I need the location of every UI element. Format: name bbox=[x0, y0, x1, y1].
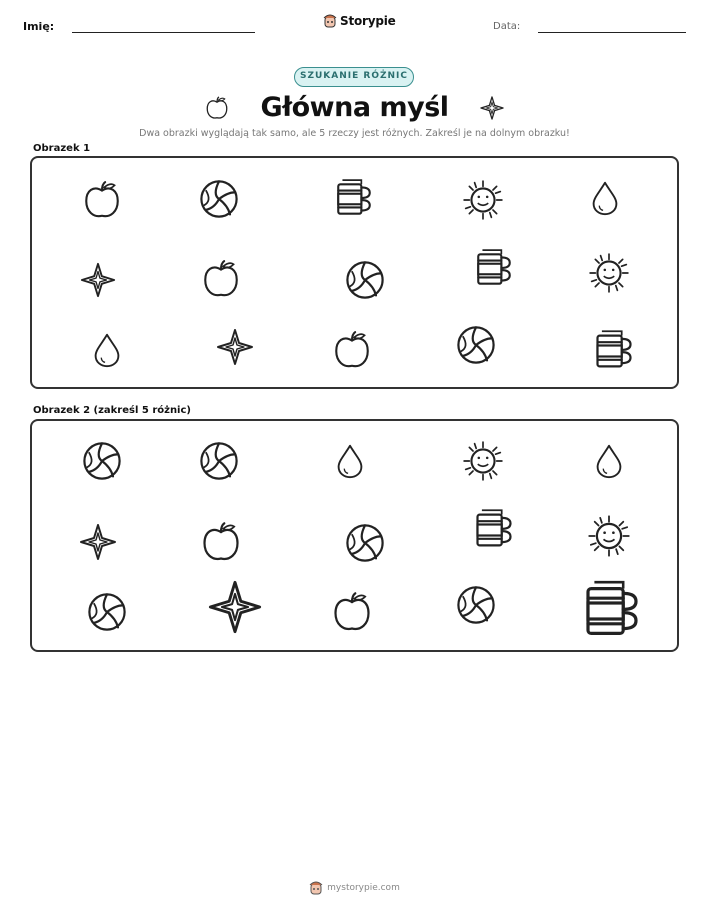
picture-1-panel bbox=[30, 156, 679, 389]
activity-badge: SZUKANIE RÓŻNIC bbox=[294, 67, 414, 87]
volleyball-icon bbox=[343, 258, 387, 302]
picture-2-panel[interactable] bbox=[30, 419, 679, 652]
sparkle-icon[interactable] bbox=[206, 578, 264, 636]
volleyball-icon[interactable] bbox=[197, 439, 241, 483]
sparkle-icon[interactable] bbox=[78, 522, 118, 562]
apple-icon bbox=[204, 94, 230, 122]
picture-2-label: Obrazek 2 (zakreśl 5 różnic) bbox=[33, 405, 191, 416]
volleyball-icon bbox=[197, 177, 241, 221]
drop-icon bbox=[88, 331, 126, 369]
apple-icon[interactable] bbox=[199, 520, 243, 564]
apple-icon bbox=[81, 179, 123, 221]
brand-name: Storypie bbox=[340, 14, 396, 28]
apple-icon[interactable] bbox=[330, 590, 374, 634]
footer bbox=[0, 880, 709, 896]
drop-icon bbox=[586, 179, 624, 217]
books-icon bbox=[473, 248, 515, 290]
brand-logo bbox=[323, 13, 396, 29]
books-icon[interactable] bbox=[580, 579, 644, 643]
pie-mascot-icon bbox=[323, 13, 337, 29]
volleyball-icon[interactable] bbox=[343, 521, 387, 565]
books-icon bbox=[592, 329, 636, 373]
sun-icon bbox=[462, 179, 504, 221]
sparkle-icon bbox=[79, 261, 117, 299]
sparkle-icon bbox=[479, 94, 505, 122]
instructions: Dwa obrazki wyglądają tak samo, ale 5 rzeczy jest różnych. Zakreśl je na dolnym obrazku! bbox=[139, 128, 570, 139]
apple-icon bbox=[200, 258, 242, 300]
books-icon bbox=[333, 178, 375, 220]
page-title: Główna myśl bbox=[260, 92, 449, 123]
books-icon[interactable] bbox=[472, 508, 516, 552]
volleyball-icon[interactable] bbox=[80, 439, 124, 483]
name-label: Imię: bbox=[23, 20, 55, 33]
name-field-line[interactable] bbox=[72, 32, 255, 33]
drop-icon[interactable] bbox=[590, 442, 628, 480]
apple-icon bbox=[331, 329, 373, 371]
sun-icon bbox=[588, 252, 630, 294]
picture-1-label: Obrazek 1 bbox=[33, 143, 91, 154]
volleyball-icon bbox=[454, 323, 498, 367]
volleyball-icon[interactable] bbox=[454, 583, 498, 627]
pie-mascot-icon bbox=[309, 880, 323, 896]
footer-url: mystorypie.com bbox=[327, 883, 400, 893]
sun-icon[interactable] bbox=[462, 440, 504, 482]
date-label: Data: bbox=[493, 21, 521, 32]
volleyball-icon[interactable] bbox=[85, 590, 129, 634]
sun-icon[interactable] bbox=[587, 514, 631, 558]
sparkle-icon bbox=[215, 327, 255, 367]
date-field-line[interactable] bbox=[538, 32, 686, 33]
drop-icon[interactable] bbox=[331, 442, 369, 480]
